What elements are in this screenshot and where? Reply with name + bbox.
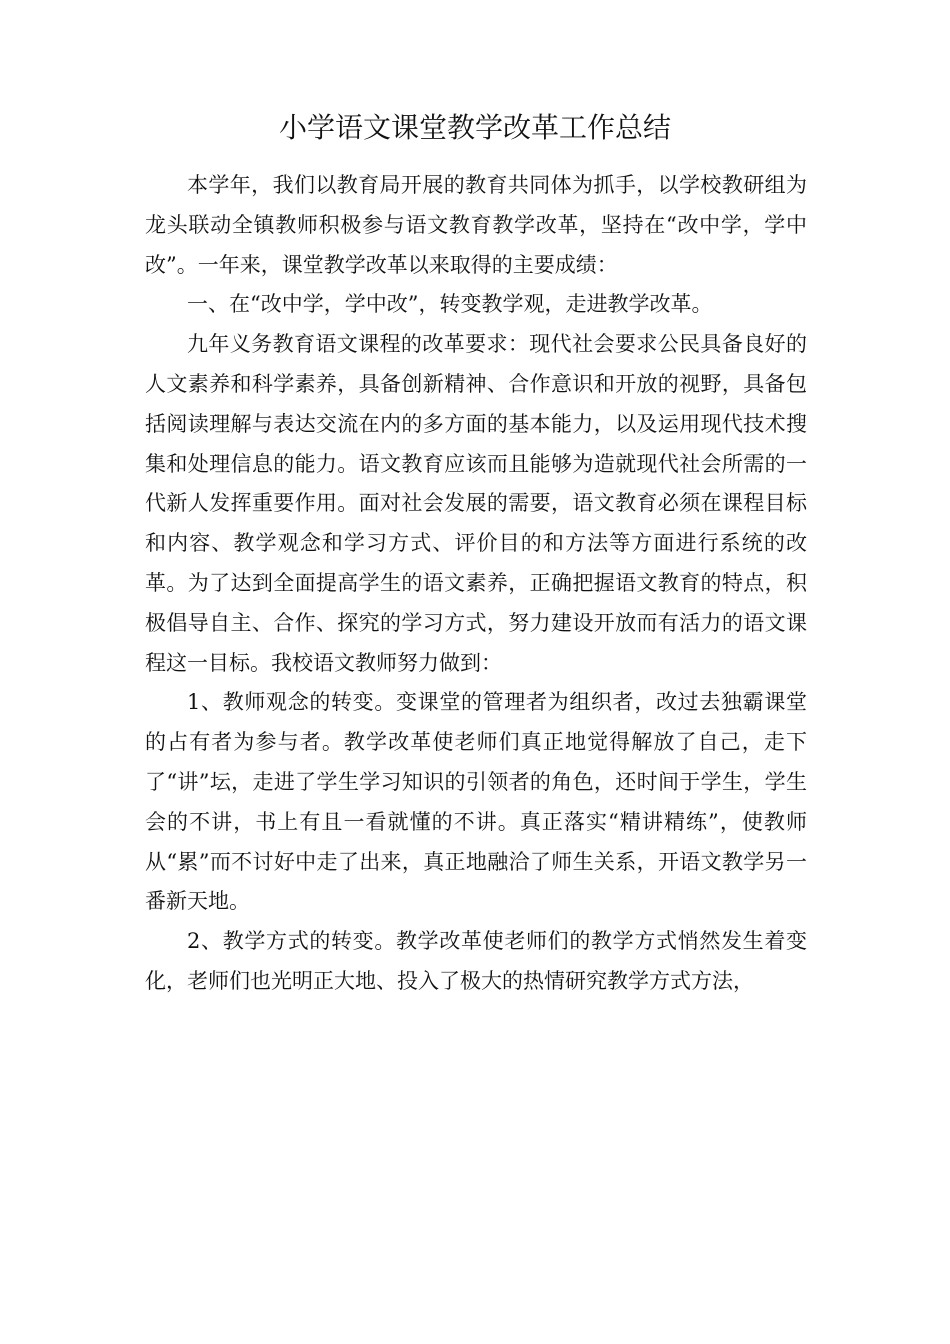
paragraph-teacher-concept: 1、教师观念的转变。变课堂的管理者为组织者，改过去独霸课堂的占有者为参与者。教学改革使老师们真正地觉得解放了自己，走下了“讲”坛，走进了学生学习知识的引领者的角色，还时间于学生，学生会的不讲，书上有且一看就懂的不讲。真正落实“精讲精练”，使教师从“累”而不讨好中走了出来，真正地融洽了师生关系，开语文教学另一番新天地。 xyxy=(145,690,807,914)
paragraph-curriculum-requirements: 九年义务教育语文课程的改革要求：现代社会要求公民具备良好的人文素养和科学素养，具备创新精神、合作意识和开放的视野，具备包括阅读理解与表达交流在内的多方面的基本能力，以及运用现代技术搜集和处理信息的能力。语文教育应该而且能够为造就现代社会所需的一代新人发挥重要作用。面对社会发展的需要，语文教育必须在课程目标和内容、教学观念和学习方式、评价目的和方法等方面进行系统的改革。为了达到全面提高学生的语文素养，正确把握语文教育的特点，积极倡导自主、合作、探究的学习方式，努力建设开放而有活力的语文课程这一目标。我校语文教师努力做到： xyxy=(145,332,807,675)
paragraph-intro: 本学年，我们以教育局开展的教育共同体为抓手，以学校教研组为龙头联动全镇教师积极参与语文教育教学改革，坚持在“改中学，学中改”。一年来，课堂教学改革以来取得的主要成绩： xyxy=(145,173,807,277)
paragraph-teaching-method: 2、教学方式的转变。教学改革使老师们的教学方式悄然发生着变化，老师们也光明正大地、投入了极大的热情研究教学方式方法， xyxy=(145,929,807,993)
paragraph-section-heading: 一、在“改中学，学中改”，转变教学观，走进教学改革。 xyxy=(187,292,713,317)
document-body xyxy=(145,166,807,1002)
document-title: 小学语文课堂教学改革工作总结 xyxy=(278,111,671,144)
